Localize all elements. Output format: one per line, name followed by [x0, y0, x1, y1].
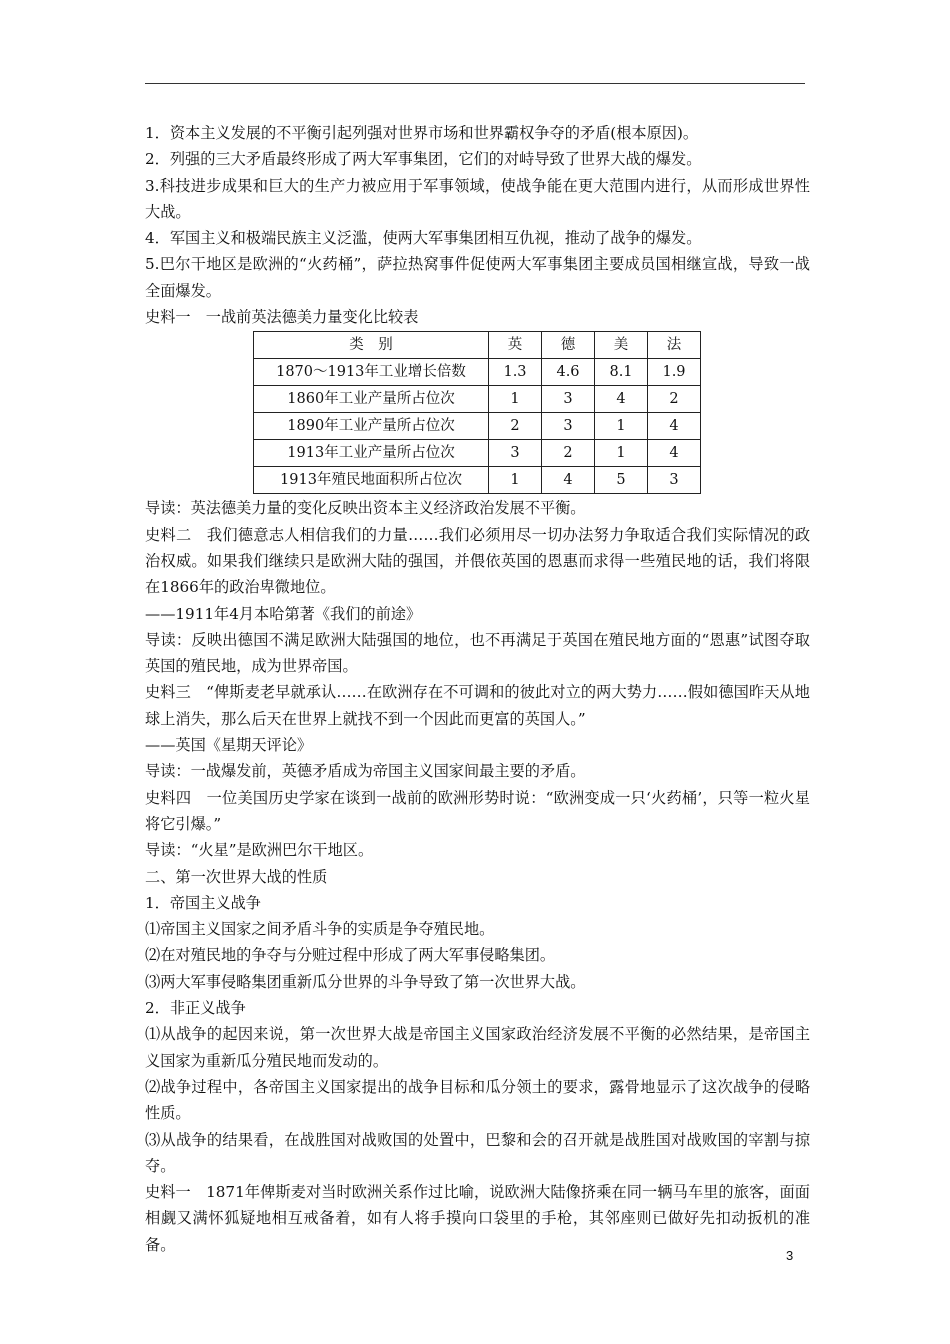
table-row [254, 440, 701, 467]
table-cell: 4.6 [542, 359, 595, 386]
table-cell: 4 [648, 440, 701, 467]
table-cell: 3 [542, 386, 595, 413]
header-rule [145, 83, 805, 84]
source-citation: ——1911年4月本哈第著《我们的前途》 [145, 604, 422, 623]
paragraph: 导读：一战爆发前，英德矛盾成为帝国主义国家间最主要的矛盾。 [145, 762, 586, 781]
table-cell: 1.9 [648, 359, 701, 386]
table-cell: 1 [489, 467, 542, 494]
table-row [254, 359, 701, 386]
table-caption: 史料一 一战前英法德美力量变化比较表 [145, 308, 419, 327]
table-header-cell: 类 别 [254, 332, 489, 359]
subheading: 2．非正义战争 [145, 999, 246, 1018]
table-cell: 1890年工业产量所占位次 [254, 413, 489, 440]
paragraph: 4．军国主义和极端民族主义泛滥，使两大军事集团相互仇视，推动了战争的爆发。 [145, 229, 702, 248]
list-item: ⑴从战争的起因来说，第一次世界大战是帝国主义国家政治经济发展不平衡的必然结果，是帝国主义国家为重新瓜分殖民地而发动的。 [145, 1025, 810, 1070]
list-item: ⑵战争过程中，各帝国主义国家提出的战争目标和瓜分领土的要求，露骨地显示了这次战争的侵略性质。 [145, 1077, 810, 1123]
table-cell: 5 [595, 467, 648, 494]
subheading: 1．帝国主义战争 [145, 893, 261, 912]
table-cell: 8.1 [595, 359, 648, 386]
table-row [254, 467, 701, 494]
list-item: ⑶从战争的结果看，在战胜国对战败国的处置中，巴黎和会的召开就是战胜国对战败国的宰割与掠夺。 [145, 1130, 810, 1175]
table-cell: 1913年殖民地面积所占位次 [254, 467, 489, 494]
paragraph: 史料一 1871年俾斯麦对当时欧洲关系作过比喻，说欧洲大陆像挤乘在同一辆马车里的旅客，面面相觑又满怀狐疑地相互戒备着，如有人将手摸向口袋里的手枪，其邻座则已做好先扣动扳机的准备。 [145, 1183, 810, 1254]
paragraph: 导读：“火星”是欧洲巴尔干地区。 [145, 841, 374, 860]
table-header-cell: 英 [489, 332, 542, 359]
table-cell: 2 [648, 386, 701, 413]
page-number: 3 [786, 1248, 794, 1263]
table-cell: 3 [489, 440, 542, 467]
table-cell: 4 [648, 413, 701, 440]
power-comparison-table [253, 331, 701, 494]
paragraph: 导读：英法德美力量的变化反映出资本主义经济政治发展不平衡。 [145, 499, 586, 518]
table-cell: 1 [489, 386, 542, 413]
list-item: ⑵在对殖民地的争夺与分赃过程中形成了两大军事侵略集团。 [145, 946, 556, 965]
paragraph: 1．资本主义发展的不平衡引起列强对世界市场和世界霸权争夺的矛盾(根本原因)。 [145, 124, 699, 142]
table-cell: 2 [489, 413, 542, 440]
table-header-cell: 法 [648, 332, 701, 359]
table-header-row [254, 332, 701, 359]
paragraph: 3.科技进步成果和巨大的生产力被应用于军事领域，使战争能在更大范围内进行，从而形成世界性大战。 [145, 176, 810, 221]
table-cell: 1 [595, 440, 648, 467]
source-citation: ——英国《星期天评论》 [145, 736, 313, 755]
table-cell: 1913年工业产量所占位次 [254, 440, 489, 467]
list-item: ⑴帝国主义国家之间矛盾斗争的实质是争夺殖民地。 [145, 920, 495, 939]
paragraph: 5.巴尔干地区是欧洲的“火药桶”，萨拉热窝事件促使两大军事集团主要成员国相继宣战，导致一战全面爆发。 [145, 255, 810, 300]
table-cell: 1870～1913年工业增长倍数 [254, 359, 489, 386]
paragraph: 史料四 一位美国历史学家在谈到一战前的欧洲形势时说：“欧洲变成一只‘火药桶’，只等一粒火星将它引爆。” [145, 788, 810, 833]
paragraph: 导读：反映出德国不满足欧洲大陆强国的地位，也不再满足于英国在殖民地方面的“恩惠”试图夺取英国的殖民地，成为世界帝国。 [145, 630, 810, 676]
table-cell: 3 [542, 413, 595, 440]
paragraph: 史料三 “俾斯麦老早就承认……在欧洲存在不可调和的彼此对立的两大势力……假如德国昨天从地球上消失，那么后天在世界上就找不到一个因此而更富的英国人。” [145, 683, 810, 728]
section-heading: 二、第一次世界大战的性质 [145, 867, 328, 886]
table-cell: 4 [542, 467, 595, 494]
table-cell: 1.3 [489, 359, 542, 386]
paragraph: 2．列强的三大矛盾最终形成了两大军事集团，它们的对峙导致了世界大战的爆发。 [145, 150, 702, 169]
table-cell: 1860年工业产量所占位次 [254, 386, 489, 413]
table-cell: 1 [595, 413, 648, 440]
table-row [254, 413, 701, 440]
paragraph: 史料二 我们德意志人相信我们的力量……我们必须用尽一切办法努力争取适合我们实际情况的政治权威。如果我们继续只是欧洲大陆的强国，并偎依英国的恩惠而求得一些殖民地的话，我们将限在1866年的政治卑微地位。 [145, 525, 810, 597]
list-item: ⑶两大军事侵略集团重新瓜分世界的斗争导致了第一次世界大战。 [145, 972, 586, 991]
page-body [145, 120, 810, 1258]
table-cell: 3 [648, 467, 701, 494]
table-header-cell: 德 [542, 332, 595, 359]
table-cell: 4 [595, 386, 648, 413]
table-header-cell: 美 [595, 332, 648, 359]
table-cell: 2 [542, 440, 595, 467]
table-row [254, 386, 701, 413]
